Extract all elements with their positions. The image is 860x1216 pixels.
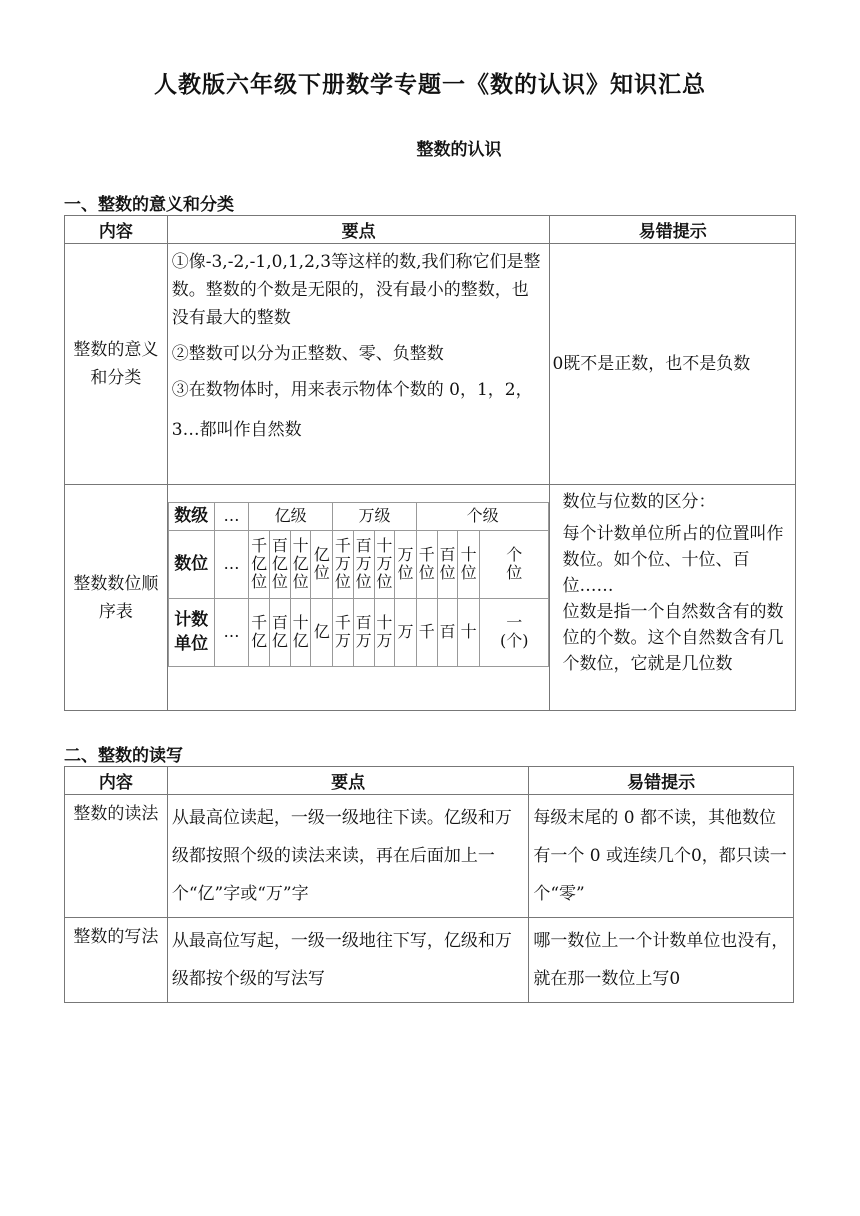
- grade-yi: 亿级: [249, 502, 333, 530]
- unit-cell: 万: [395, 598, 417, 666]
- position-cell: 百万位: [353, 530, 374, 598]
- row-content-place-table: 整数数位顺序表: [65, 485, 168, 711]
- point-3: ③在数物体时，用来表示物体个数的 0，1，2，: [171, 380, 533, 400]
- tip-place: 每个计数单位所占的位置叫作数位。如个位、十位、百位……: [562, 524, 784, 596]
- position-cell: 十亿位: [290, 530, 311, 598]
- unit-cell: 十: [458, 598, 480, 666]
- unit-cell: 千万: [333, 598, 354, 666]
- row-content-write: 整数的写法: [65, 918, 168, 1003]
- row-content-read: 整数的读法: [65, 795, 168, 918]
- unit-cell: 千亿: [249, 598, 270, 666]
- place-value-table: [168, 485, 550, 667]
- header-tips: 易错提示: [529, 767, 794, 795]
- section2-table: [64, 766, 794, 1003]
- page-subtitle: 整数的认识: [416, 140, 502, 160]
- position-cell: 个位: [480, 530, 549, 598]
- grade-ge: 个级: [416, 502, 549, 530]
- position-cell: 百位: [437, 530, 458, 598]
- header-content: 内容: [65, 767, 168, 795]
- position-cell: 十位: [458, 530, 480, 598]
- unit-cell: 十亿: [290, 598, 311, 666]
- header-points: 要点: [167, 767, 529, 795]
- header-points: 要点: [167, 216, 550, 244]
- row-content-meaning: 整数的意义和分类: [65, 244, 168, 485]
- row-tip-read: 每级末尾的 0 都不读，其他数位有一个 0 或连续几个0，都只读一个“零”: [529, 795, 794, 918]
- unit-cell: 百亿: [270, 598, 291, 666]
- position-ellipsis: …: [214, 530, 249, 598]
- grade-wan: 万级: [333, 502, 417, 530]
- unit-label: 计数单位: [168, 598, 214, 666]
- point-4: 3…都叫作自然数: [171, 420, 302, 440]
- position-cell: 亿位: [311, 530, 333, 598]
- section2-heading: 二、整数的读写: [64, 746, 183, 766]
- row-tip-place-table: [550, 485, 796, 711]
- tip-title: 数位与位数的区分：: [562, 492, 716, 512]
- place-value-table-cell: [167, 485, 550, 711]
- grade-ellipsis: …: [214, 502, 249, 530]
- header-content: 内容: [65, 216, 168, 244]
- row-point-read: 从最高位读起，一级一级地往下读。亿级和万级都按照个级的读法来读，再在后面加上一个“亿”字或“万”字: [167, 795, 529, 918]
- position-cell: 千位: [416, 530, 437, 598]
- unit-cell: 百: [437, 598, 458, 666]
- page-title: 人教版六年级下册数学专题一《数的认识》知识汇总: [154, 72, 706, 98]
- header-tips: 易错提示: [550, 216, 796, 244]
- point-2: ②整数可以分为正整数、零、负整数: [171, 344, 444, 364]
- grade-label: 数级: [168, 502, 214, 530]
- position-label: 数位: [168, 530, 214, 598]
- tip-digits: 位数是指一个自然数含有的数位的个数。这个自然数含有几个数位，它就是几位数: [562, 602, 784, 674]
- position-cell: 十万位: [374, 530, 395, 598]
- position-cell: 千万位: [333, 530, 354, 598]
- position-cell: 千亿位: [249, 530, 270, 598]
- row-tip-meaning: 0既不是正数，也不是负数: [550, 244, 796, 485]
- position-cell: 百亿位: [270, 530, 291, 598]
- unit-cell: 一(个): [480, 598, 549, 666]
- unit-ellipsis: …: [214, 598, 249, 666]
- row-tip-write: 哪一数位上一个计数单位也没有，就在那一数位上写0: [529, 918, 794, 1003]
- section1-table: [64, 215, 796, 711]
- point-1: ①像-3,-2,-1,0,1,2,3等这样的数,我们称它们是整数。整数的个数是无限的，没有最小的整数，也没有最大的整数: [171, 252, 541, 328]
- unit-cell: 百万: [353, 598, 374, 666]
- unit-cell: 千: [416, 598, 437, 666]
- unit-cell: 亿: [311, 598, 333, 666]
- row-point-write: 从最高位写起，一级一级地往下写，亿级和万级都按个级的写法写: [167, 918, 529, 1003]
- row-points-meaning: [167, 244, 550, 485]
- position-cell: 万位: [395, 530, 417, 598]
- section1-heading: 一、整数的意义和分类: [64, 195, 234, 215]
- unit-cell: 十万: [374, 598, 395, 666]
